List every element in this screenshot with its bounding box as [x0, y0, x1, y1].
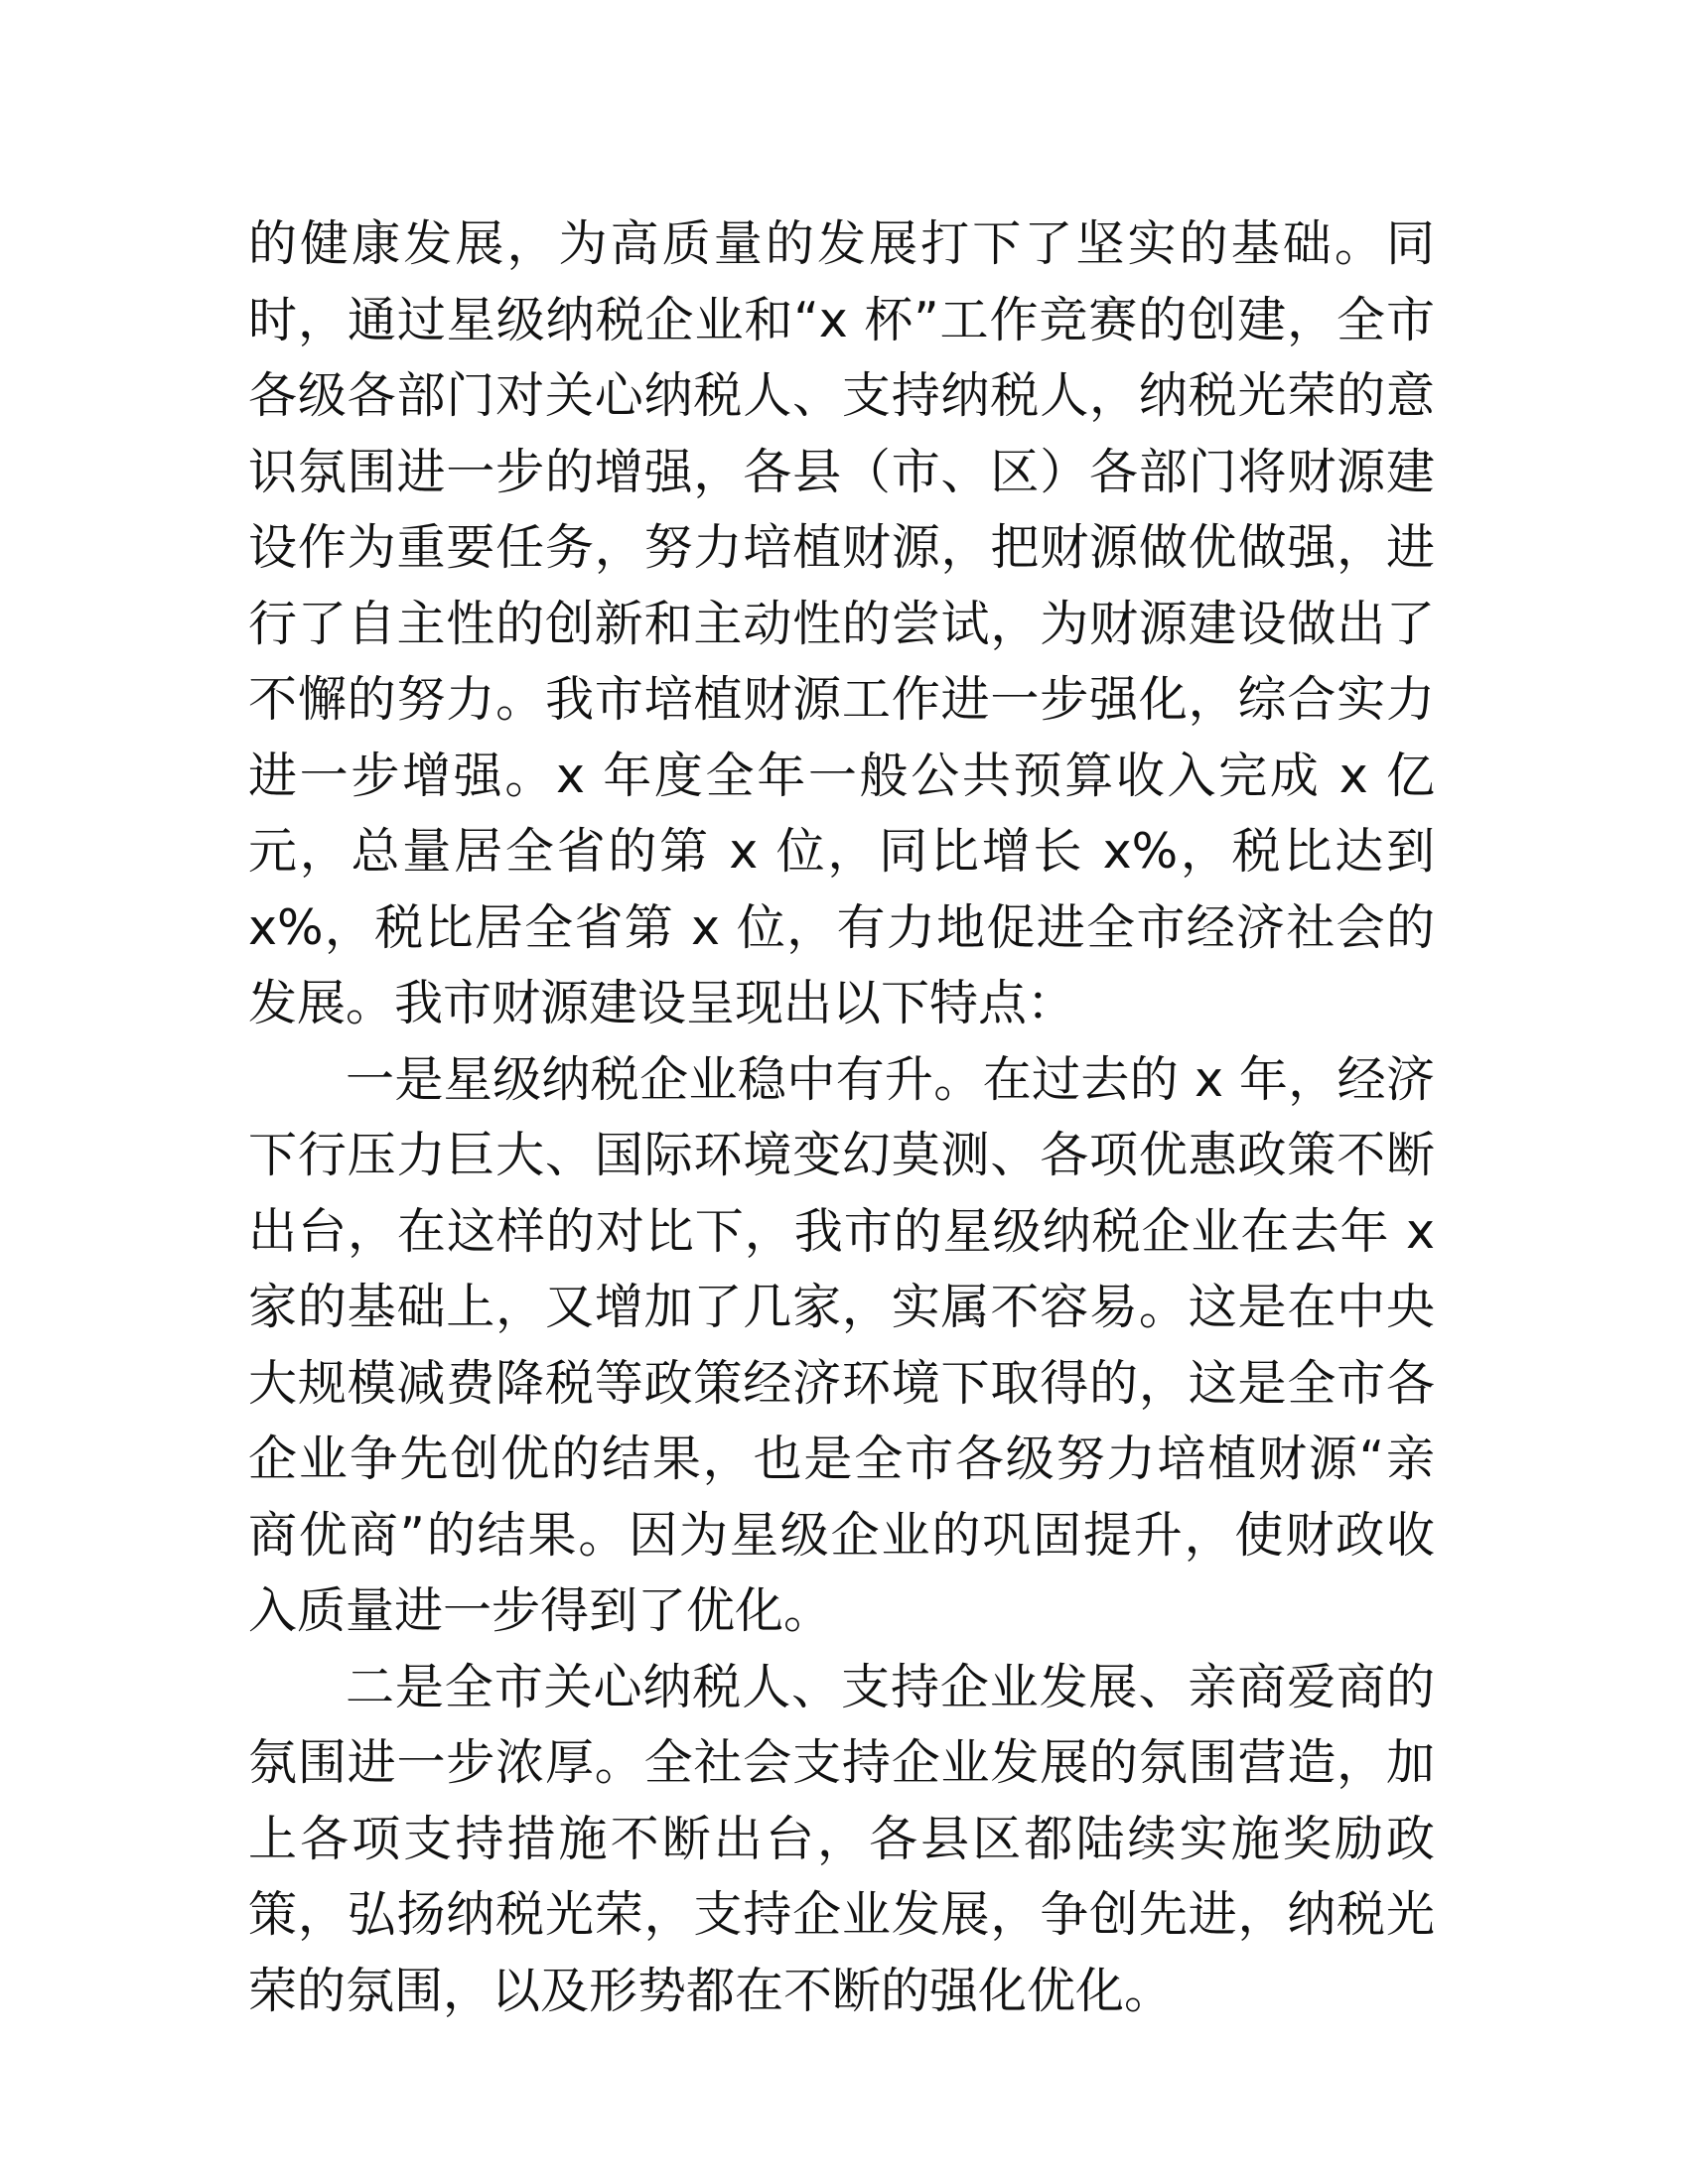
paragraph-point-two: 二是全市关心纳税人、支持企业发展、亲商爱商的氛围进一步浓厚。全社会支持企业发展的氛围营造，加上各项支持措施不断出台，各县区都陆续实施奖励政策，弘扬纳税光荣，支持企业发展，争创先进，纳税光荣的氛围，以及形势都在不断的强化优化。: [248, 1658, 1435, 2019]
paragraph-intro: 的健康发展，为高质量的发展打下了坚实的基础。同时，通过星级纳税企业和“x 杯”工作竞赛的创建，全市各级各部门对关心纳税人、支持纳税人，纳税光荣的意识氛围进一步的增强，各县（市、区）各部门将财源建设作为重要任务，努力培植财源，把财源做优做强，进行了自主性的创新和主动性的尝试，为财源建设做出了不懈的努力。我市培植财源工作进一步强化，综合实力进一步增强。x 年度全年一般公共预算收入完成 x 亿元，总量居全省的第 x 位，同比增长 x%，税比达到 x%，税比居全省第 x 位，有力地促进全市经济社会的发展。我市财源建设呈现出以下特点：: [248, 215, 1435, 1031]
document-body: [248, 206, 1435, 2029]
paragraph-point-one: 一是星级纳税企业稳中有升。在过去的 x 年，经济下行压力巨大、国际环境变幻莫测、各项优惠政策不断出台，在这样的对比下，我市的星级纳税企业在去年 x 家的基础上，又增加了几家，实属不容易。这是在中央大规模减费降税等政策经济环境下取得的，这是全市各企业争先创优的结果，也是全市各级努力培植财源“亲商优商”的结果。因为星级企业的巩固提升，使财政收入质量进一步得到了优化。: [248, 1050, 1435, 1639]
